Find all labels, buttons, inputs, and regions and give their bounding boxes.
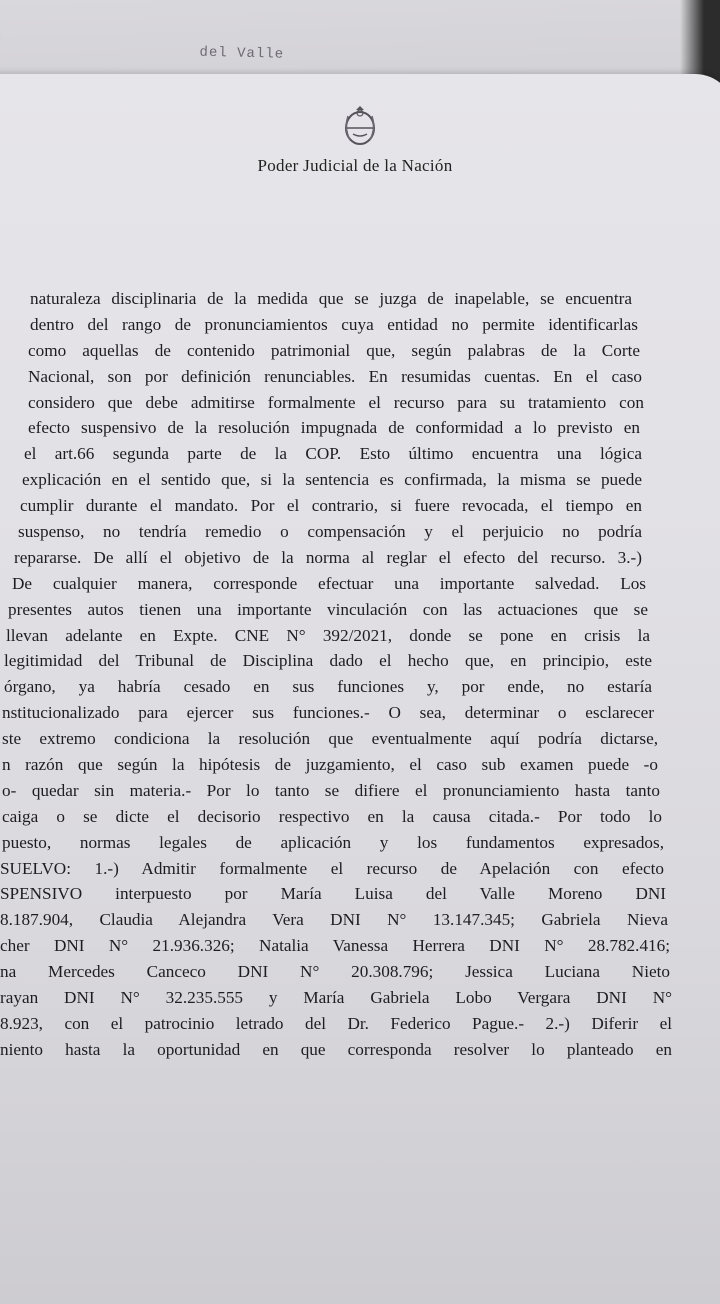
- text-line: nstitucionalizado para ejercer sus funciones.- O sea, determinar o esclarecer: [2, 703, 654, 723]
- text-line: naturaleza disciplinaria de la medida que se juzga de inapelable, se encuentra: [30, 289, 632, 308]
- underlying-page-text: del Valle: [199, 44, 285, 63]
- text-line: dentro del rango de pronunciamientos cuya entidad no permite identificarlas: [30, 314, 638, 334]
- text-line: como aquellas de contenido patrimonial que, según palabras de la Corte: [28, 340, 640, 360]
- text-line: puesto, normas legales de aplicación y los fundamentos expresados,: [2, 832, 664, 852]
- text-line: órgano, ya habría cesado en sus funciones y, por ende, no estaría: [4, 677, 652, 697]
- text-line: repararse. De allí el objetivo de la norma al reglar el efecto del recurso. 3.-): [14, 547, 642, 567]
- text-line: o- quedar sin materia.- Por lo tanto se difiere el pronunciamiento hasta tanto: [2, 780, 660, 800]
- coat-of-arms-seal-icon: [340, 104, 380, 148]
- text-line: caiga o se dicte el decisorio respectivo en la causa citada.- Por todo lo: [2, 806, 662, 826]
- text-line: 8.923, con el patrocinio letrado del Dr. Federico Pague.- 2.-) Diferir el: [0, 1013, 672, 1033]
- text-line: cher DNI N° 21.936.326; Natalia Vanessa Herrera DNI N° 28.782.416;: [0, 936, 670, 956]
- text-line: suspenso, no tendría remedio o compensación y el perjuicio no podría: [18, 522, 642, 542]
- text-line: SUELVO: 1.-) Admitir formalmente el recurso de Apelación con efecto: [0, 858, 664, 878]
- text-line: rayan DNI N° 32.235.555 y María Gabriela Lobo Vergara DNI N°: [0, 988, 672, 1008]
- text-line: presentes autos tienen una importante vinculación con las actuaciones que se: [8, 599, 648, 619]
- text-line: ste extremo condiciona la resolución que eventualmente aquí podría dictarse,: [2, 729, 658, 749]
- text-line: SPENSIVO interpuesto por María Luisa del Valle Moreno DNI: [0, 884, 666, 904]
- document-header: [0, 104, 720, 176]
- text-line: 8.187.904, Claudia Alejandra Vera DNI N° 13.147.345; Gabriela Nieva: [0, 910, 668, 930]
- text-line: n razón que según la hipótesis de juzgamiento, el caso sub examen puede -o: [2, 755, 658, 775]
- text-line: De cualquier manera, corresponde efectuar una importante salvedad. Los: [12, 573, 646, 593]
- text-line: el art.66 segunda parte de la COP. Esto último encuentra una lógica: [24, 444, 642, 464]
- text-line: considero que debe admitirse formalmente el recurso para su tratamiento con: [28, 392, 644, 412]
- court-name: Poder Judicial de la Nación: [257, 156, 453, 175]
- text-line: explicación en el sentido que, si la sentencia es confirmada, la misma se puede: [22, 470, 642, 490]
- text-line: efecto suspensivo de la resolución impugnada de conformidad a lo previsto en: [28, 418, 640, 438]
- text-line: legitimidad del Tribunal de Disciplina dado el hecho que, en principio, este: [4, 651, 652, 671]
- document-body: [0, 286, 720, 1063]
- text-line: niento hasta la oportunidad en que corresponda resolver lo planteado en: [0, 1039, 672, 1059]
- text-line: cumplir durante el mandato. Por el contrario, si fuere revocada, el tiempo en: [20, 496, 642, 516]
- text-line: na Mercedes Canceco DNI N° 20.308.796; Jessica Luciana Nieto: [0, 962, 670, 982]
- text-line: Nacional, son por definición renunciables. En resumidas cuentas. En el caso: [28, 366, 642, 386]
- text-line: llevan adelante en Expte. CNE N° 392/2021, donde se pone en crisis la: [6, 625, 650, 645]
